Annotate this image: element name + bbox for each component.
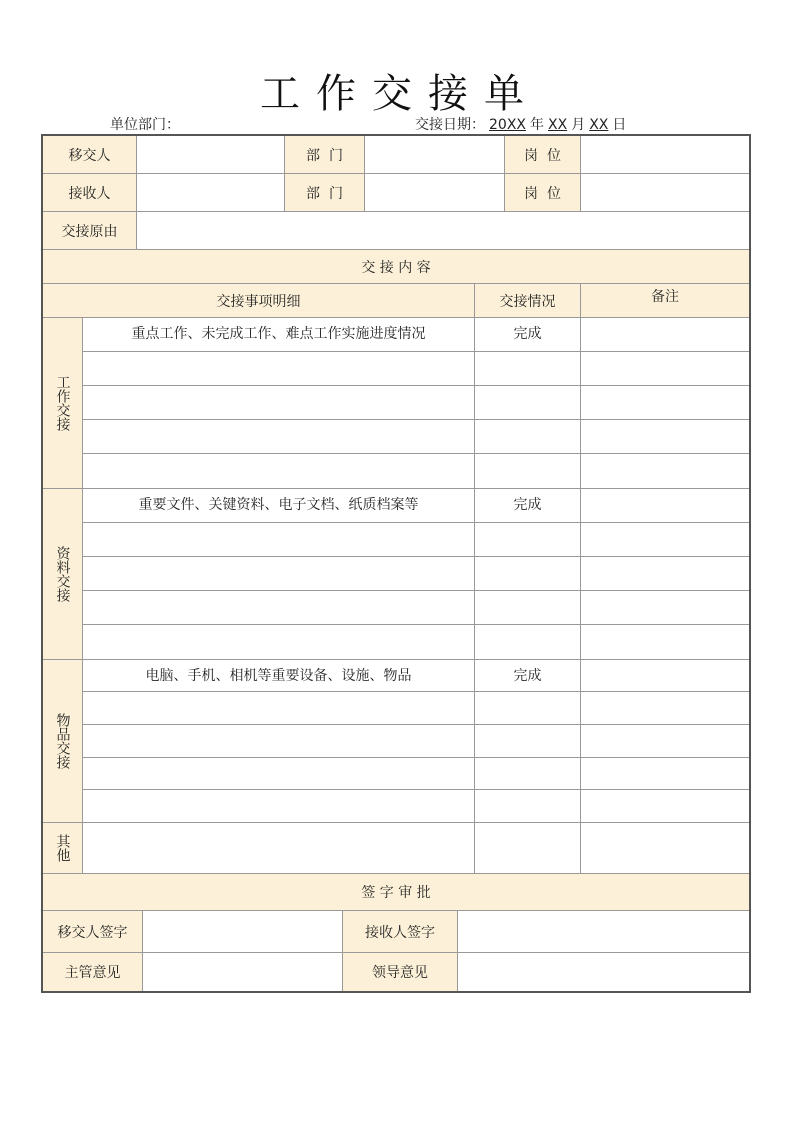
table-row[interactable]: [83, 758, 475, 790]
giver-post-label: 岗 位: [505, 136, 581, 174]
receiver-sign-label: 接收人签字: [343, 911, 458, 953]
table-row[interactable]: [475, 557, 581, 591]
leader-opinion-label: 领导意见: [343, 953, 458, 991]
receiver-dept-label: 部 门: [285, 174, 365, 212]
supervisor-opinion-label: 主管意见: [43, 953, 143, 991]
group-other-label: [43, 823, 83, 874]
group-work-label: [43, 318, 83, 489]
page-title: 工作交接单: [260, 71, 540, 117]
reason-field[interactable]: [137, 212, 749, 250]
approval-section-title: 签 字 审 批: [43, 874, 749, 911]
receiver-dept-field[interactable]: [365, 174, 505, 212]
table-row[interactable]: [581, 386, 749, 420]
table-row[interactable]: [83, 454, 475, 489]
table-row[interactable]: [581, 557, 749, 591]
group-items-status: 完成: [475, 660, 581, 692]
other-detail-field[interactable]: [83, 823, 475, 874]
group-docs-text: 资料交接: [54, 546, 71, 602]
table-row[interactable]: [83, 725, 475, 758]
date-month[interactable]: XX: [548, 117, 568, 133]
table-row[interactable]: [475, 790, 581, 823]
table-row[interactable]: [581, 591, 749, 625]
table-row[interactable]: [475, 758, 581, 790]
group-other-text: 其他: [54, 834, 71, 862]
handover-form: [41, 134, 751, 993]
other-note-field[interactable]: [581, 823, 749, 874]
giver-sign-label: 移交人签字: [43, 911, 143, 953]
giver-post-field[interactable]: [581, 136, 749, 174]
receiver-field[interactable]: [137, 174, 285, 212]
group-items-label: [43, 660, 83, 823]
table-row[interactable]: [83, 352, 475, 386]
group-docs-label: [43, 489, 83, 660]
table-row[interactable]: [581, 420, 749, 454]
table-row[interactable]: [581, 790, 749, 823]
col-status-header: 交接情况: [475, 284, 581, 318]
table-row[interactable]: [581, 523, 749, 557]
col-detail-header: 交接事项明细: [43, 284, 475, 318]
date-year[interactable]: 20XX: [489, 117, 526, 133]
table-row[interactable]: [475, 625, 581, 660]
group-work-status: 完成: [475, 318, 581, 352]
receiver-post-field[interactable]: [581, 174, 749, 212]
handover-date: [415, 114, 626, 134]
date-label: 交接日期：: [415, 117, 485, 133]
year-unit: 年: [530, 117, 544, 133]
table-row[interactable]: [475, 386, 581, 420]
table-row[interactable]: [475, 725, 581, 758]
receiver-sign-field[interactable]: [458, 911, 749, 953]
table-row[interactable]: [83, 692, 475, 725]
col-note-header: 备注: [581, 284, 749, 318]
table-row[interactable]: [83, 557, 475, 591]
table-row[interactable]: [83, 790, 475, 823]
group-items-item: 电脑、手机、相机等重要设备、设施、物品: [83, 660, 475, 692]
giver-dept-label: 部 门: [285, 136, 365, 174]
table-row[interactable]: [475, 692, 581, 725]
date-day[interactable]: XX: [589, 117, 609, 133]
giver-dept-field[interactable]: [365, 136, 505, 174]
table-row[interactable]: [475, 454, 581, 489]
giver-sign-field[interactable]: [143, 911, 343, 953]
other-status-field[interactable]: [475, 823, 581, 874]
leader-opinion-field[interactable]: [458, 953, 749, 991]
table-row[interactable]: [83, 523, 475, 557]
table-row[interactable]: [83, 591, 475, 625]
group-items-note[interactable]: [581, 660, 749, 692]
receiver-label: 接收人: [43, 174, 137, 212]
group-items-text: 物品交接: [54, 713, 71, 769]
supervisor-opinion-field[interactable]: [143, 953, 343, 991]
table-row[interactable]: [83, 420, 475, 454]
group-work-text: 工作交接: [54, 375, 71, 431]
table-row[interactable]: [581, 625, 749, 660]
table-row[interactable]: [581, 454, 749, 489]
table-row[interactable]: [581, 692, 749, 725]
table-row[interactable]: [581, 725, 749, 758]
content-section-title: 交 接 内 容: [43, 250, 749, 284]
group-work-item: 重点工作、未完成工作、难点工作实施进度情况: [83, 318, 475, 352]
day-unit: 日: [612, 117, 627, 133]
reason-label: 交接原由: [43, 212, 137, 250]
giver-field[interactable]: [137, 136, 285, 174]
month-unit: 月: [571, 117, 586, 133]
receiver-post-label: 岗 位: [505, 174, 581, 212]
table-row[interactable]: [581, 758, 749, 790]
table-row[interactable]: [475, 523, 581, 557]
giver-label: 移交人: [43, 136, 137, 174]
unit-dept-label: 单位部门：: [110, 117, 180, 133]
group-docs-status: 完成: [475, 489, 581, 523]
group-work-note[interactable]: [581, 318, 749, 352]
table-row[interactable]: [83, 386, 475, 420]
table-row[interactable]: [475, 352, 581, 386]
table-row[interactable]: [83, 625, 475, 660]
table-row[interactable]: [475, 420, 581, 454]
table-row[interactable]: [475, 591, 581, 625]
group-docs-item: 重要文件、关键资料、电子文档、纸质档案等: [83, 489, 475, 523]
table-row[interactable]: [581, 352, 749, 386]
group-docs-note[interactable]: [581, 489, 749, 523]
